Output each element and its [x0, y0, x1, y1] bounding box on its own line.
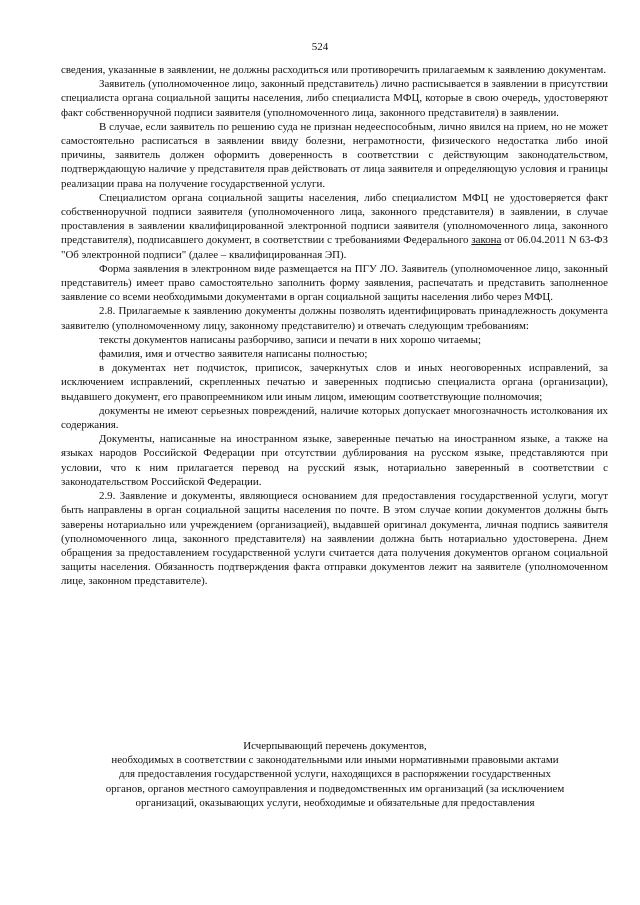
law-link[interactable]: закона	[471, 234, 502, 247]
heading-line: организаций, оказывающих услуги, необходимые и обязательные для предоставления	[135, 796, 535, 809]
paragraph: тексты документов написаны разборчиво, записи и печати в них хорошо читаемы;	[99, 333, 482, 346]
paragraph: 2.9. Заявление и документы, являющиеся основанием для предоставления государственной услуги, могут быть направлены в орган социальной защиты населения по почте. В этом случае копии документов должны быть заверены нотариально или учреждением (организацией), выдавшей оригинал документа, личная подпись заявителя (уполномоченного лица, законного представителя) на заявлении должна быть нотариально удостоверена. Днем обращения за предоставлением государственной услуги считается дата получения документов органом социальной защиты населения. Обязанность подтверждения факта отправки документов лежит на заявителе (уполномоченном лице, законном представителе).	[61, 490, 608, 588]
heading-line: органов, органов местного самоуправления и подведомственных им организаций (за исключением	[105, 782, 565, 795]
paragraph: фамилия, имя и отчество заявителя написаны полностью;	[99, 348, 368, 361]
page-number: 524	[311, 41, 329, 53]
paragraph-text: Специалистом органа социальной защиты населения, либо специалистом МФЦ не удостоверяется факт собственноручной подписи заявителя (уполномоченного лица, законного представителя) в заявлении, в случае проставления в заявлении квалифицированной электронной подписи заявителя (уполномоченного лица, законного представителя), подписавшего документ, в соответствии с требованиями Федерального	[61, 191, 608, 247]
section-heading	[48, 739, 622, 810]
paragraph	[61, 191, 608, 262]
heading-line: для предоставления государственной услуги, находящихся в распоряжении государственных	[119, 768, 551, 781]
paragraph-text: от 06.04.2011 N 63-ФЗ "Об электронной подписи" (далее – квалифицированная ЭП).	[61, 234, 608, 261]
paragraph: в документах нет подчисток, приписок, зачеркнутых слов и иных неоговоренных исправлений, за исключением исправлений, скрепленных печатью и заверенных подписью специалиста органа (организации), выдавшего документ, его правопреемником или иным лицом, имеющим соответствующие полномочия;	[61, 362, 608, 403]
paragraph: сведения, указанные в заявлении, не должны расходиться или противоречить прилагаемым к заявлению документам.	[61, 64, 607, 76]
paragraph: Заявитель (уполномоченное лицо, законный представитель) лично расписывается в заявлении в присутствии специалиста органа социальной защиты населения, либо специалиста МФЦ, которые в свою очередь, удостоверяют факт собственноручной подписи заявителя (уполномоченного лица, законного представителя) в заявлении.	[61, 78, 608, 119]
heading-line: необходимых в соответствии с законодательными или иными нормативными правовыми актами	[111, 754, 559, 767]
paragraph: Форма заявления в электронном виде размещается на ПГУ ЛО. Заявитель (уполномоченное лицо, законный представитель) имеет право самостоятельно заполнить форму заявления, распечатать и представить заполненное заявление со всеми необходимыми документами в орган социальной защиты населения либо через МФЦ.	[61, 262, 608, 304]
heading-line: Исчерпывающий перечень документов,	[243, 740, 427, 752]
paragraph: документы не имеют серьезных повреждений, наличие которых допускает многозначность истолкования их содержания.	[61, 404, 608, 432]
paragraph: Документы, написанные на иностранном языке, заверенные печатью на иностранном языке, а также на языках народов Российской Федерации при отсутствии дублирования на русском языке, представляются при условии, что к ним прилагается перевод на русский язык, нотариально заверенный в соответствии с законодательством Российской Федерации.	[61, 433, 608, 488]
paragraph: 2.8. Прилагаемые к заявлению документы должны позволять идентифицировать принадлежность документа заявителю (уполномоченному лицу, законному представителю) и отвечать следующим требованиям:	[61, 305, 608, 332]
paragraph: В случае, если заявитель по решению суда не признан недееспособным, лично явился на прием, но не может самостоятельно расписаться в заявлении ввиду болезни, неграмотности, физического недостатка либо иной причины, заявитель должен оформить доверенность в соответствии с действующим законодательством, подтверждающую наличие у представителя прав действовать от лица заявителя и определяющую условия и границы реализации права на получение государственной услуги.	[61, 120, 608, 190]
body-text	[61, 63, 608, 589]
